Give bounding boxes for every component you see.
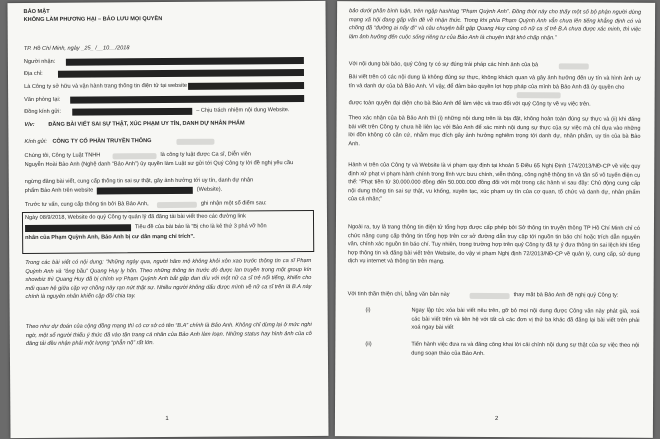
legal-violation-paragraph: Hành vi trên của Công ty và Website là vi phạm quy định tại khoản 5 Điều 65 Nghị Định 174/2013/NĐ-CP về việc quy định xử phạt vi phạm hành chính trong lĩnh vực bưu chính, viễn thông, công nghệ thông tin và tần số vô tuyến điện cụ thể: “Phạt tiền từ 30.000.000 đồng đến 50.000.000 đồng đối với một trong các hành vi sau đây: Chủ động cung cấp nội dung thông tin sai sự thật, vu khống, xuyên tạc, xúc phạm uy tín của cơ quan, tổ chức và danh dự, nhân phẩm của cá nhân;”: [348, 162, 641, 203]
content-note: Với nội dung bài báo, quý Công ty có sự đúng trái pháp các hình ảnh của bà: [348, 61, 539, 69]
address-label: Địa chỉ:: [23, 70, 43, 78]
cc-label: Đồng kính gửi:: [24, 108, 61, 116]
intro-line-4b: (Website).: [196, 186, 223, 193]
website-owner-line: Là Công ty sở hữu và vận hành trang thông tin điện tử tại website: [24, 82, 188, 91]
blurred-name: [559, 63, 589, 69]
redacted-block: [58, 69, 304, 78]
date-line: TP. Hồ Chí Minh, ngày _25_ /__10__/2018: [23, 45, 130, 53]
blurred-name: [517, 92, 561, 98]
redacted-block: [25, 224, 131, 232]
request-item-2: Tiến hành việc đưa ra và đăng công khai lời cải chính nội dung sự thật của sự việc theo nội dung soạn thảo của Bảo Anh.: [411, 341, 640, 357]
intro-line-1b: là công ty luật được Ca sĩ, Diễn viên: [160, 151, 252, 159]
confidential-heading: BẢO MẬT: [23, 8, 50, 16]
page-number: 1: [165, 415, 169, 423]
intro-line-4a: phẩm Bảo Anh trên website: [24, 187, 94, 194]
article-quote-continued: bảo dưới phần bình luận, trên ngập hashtag “Phạm Quỳnh Anh”. Đồng thời này cho thấy một số bộ phận người dùng mạng xã hội đang gấp vấn đề về nhận thức. Trong khi phía Phạm Quỳnh Anh vẫn chưa lên tiếng khẳng định có và chồng đã “đường ai nấy đi” và câu chuyện bắt gặp Quang Huy cùng cô nữ ca sĩ trẻ B.A chưa được xác minh, thì việc làm ảnh hưởng đến cuộc sống riêng tư của Bảo Anh là chuyện thật khó chấp nhận.”: [348, 8, 642, 42]
redacted-block: [70, 95, 304, 104]
redacted-block: [66, 57, 304, 66]
request-item-2-number: (ii): [365, 341, 372, 348]
additional-violation-paragraph: Ngoài ra, tuy là trang thông tin điện tử tổng hợp được cấp phép bởi Sở thông tin truyền thông TP Hồ Chí Minh chỉ có chức năng cung cấp thông tin tổng hợp trên cơ sở đường dẫn truy cập tới nguồn tin báo chí hoặc trích dẫn nguyên văn, chính xác nguồn tin báo chí. Tuy nhiên, trong trường hợp trên quý Công ty đã tự ý đưa thông tin sai lệch khi tổng hợp thông tin và đăng bài viết trên Website, do vậy vi phạm Nghị định 72/2013/NĐ-CP về quản lý, cung cấp, sử dụng dịch vụ internet và thông tin trên mạng.: [347, 224, 640, 266]
intro-line-3: ngừng đăng bài viết, cung cấp thông tin sai sự thật, gây ảnh hưởng tới uy tín, danh dự nhân: [24, 177, 254, 185]
article-box-line-3: nhân của Phạm Quỳnh Anh, Bảo Anh bị cư dân mạng chỉ trích”.: [25, 233, 195, 241]
attention-company: CÔNG TY CỔ PHẦN TRUYỀN THÔNG: [52, 138, 152, 145]
attention-label: Kính gửi:: [24, 138, 47, 146]
office-label: Văn phòng tại:: [24, 96, 61, 104]
redacted-block: [188, 82, 304, 90]
article-box-line-1: Ngày 08/9/2018, Website do quý Công ty quản lý đã đăng tải bài viết theo các đường link: [24, 213, 246, 221]
recipient-label: Người nhận:: [23, 58, 56, 66]
assessment-paragraph-b: được toàn quyền đại diện cho bà Bảo Anh để làm việc và trao đổi với quý Công ty về vụ việc trên.: [348, 100, 591, 108]
blurred-name: [470, 293, 510, 299]
findings-intro: Trước tư vấn, cung cấp thông tin bởi Bà Bảo Anh,: [24, 201, 149, 208]
page-number: 2: [494, 416, 499, 423]
request-item-1-number: (i): [365, 307, 371, 314]
intro-line-1a: Chúng tôi, Công ty Luật TNHH: [24, 152, 101, 159]
blurred-name: [176, 139, 214, 145]
responsibility-note: – Chịu trách nhiệm nội dung Website.: [196, 107, 290, 114]
article-quote-paragraph: Trong các bài viết có nội dung: “Những ngày qua, người hâm mộ không khỏi xôn xao trước thông tin ca sĩ Phạm Quỳnh Anh và “ông bầu” Quang Huy ly hôn. Theo những thông tin trước đó được lan truyền trong một group kín showbiz thì Quang Huy đã bị chính vợ Phạm Quỳnh Anh bắt gặp đan díu với một nữ ca sĩ trẻ nổi tiếng, khiến cho mối quan hệ giữa cặp vợ chồng này rạn nứt thật sự. Nhiều người không dấu được mình về nữ ca sĩ trên là B.A này chính là nguyên nhân khiến cặp đôi chia tay.: [25, 258, 312, 301]
redacted-block: [97, 187, 193, 195]
assessment-paragraph: Bài viết trên có các nội dung là không đúng sự thực, không khách quan và gây ảnh hưởng đến uy tín và hình ảnh uy tín và danh dự của bà Bảo Anh. Vì vậy, để đảm bảo quyền lợi hợp pháp của mình bà Bảo Anh đã ủy quyền cho: [348, 74, 641, 91]
confirmation-paragraph: Theo xác nhận của bà Bảo Anh thì (i) những nội dung trên là bịa đặt, không hoàn toàn đúng sự thực và (ii) khi đăng bài viết trên Công ty chưa hề liên lạc với Bảo Anh để xác minh nội dung sự thực của sự việc mà chỉ dựa vào những lời đồn không có căn cứ, nhằm mục đích gây ảnh hưởng nghiêm trọng tới danh dự, nhân phẩm, uy tín của bà Bảo Anh.: [348, 115, 641, 148]
subject-label: V/v:: [24, 121, 35, 129]
document-page-2: [335, 1, 655, 438]
document-page-1: [7, 1, 328, 438]
blurred-name: [157, 202, 197, 208]
article-box-line-2: Tiêu đề của bài báo là “Bị cho là kẻ thứ 3 phá vỡ hôn: [135, 223, 267, 231]
redacted-block: [72, 108, 192, 116]
subject-text: ĐĂNG BÀI VIẾT SAI SỰ THẬT, XÚC PHẠM UY TÍN, DANH DỰ NHÂN PHẨM: [48, 120, 245, 128]
request-intro-a: Với tinh thần thiện chí, bằng văn bản này: [347, 291, 450, 298]
intro-line-2: Nguyễn Hoài Bảo Anh (Nghệ danh “Bảo Anh”) ủy quyền làm Luật sư gửi tới Quý Công ty lời đề nghị yêu cầu: [24, 160, 294, 168]
article-quote-paragraph-2: Theo như dự đoán của cộng đồng mạng thì có cơ sở có tên “B.A” chính là Bảo Anh. Không chỉ dừng lại ở mức nghi ngờ, một số người thiếu ý thức đã vào tận trang cá nhân của Bảo Anh làm loạn. Những status hay hình ảnh của cô đăng tải đều nhận phải một lượng “phẫn nộ” rất lớn.: [25, 321, 312, 348]
request-intro-b: thay mặt bà Bảo Anh đề nghị quý Công ty:: [513, 292, 619, 299]
confidential-subheading: KHÔNG LÀM PHƯƠNG HẠI – BẢO LƯU MỌI QUYỀN: [23, 16, 163, 24]
findings-intro-b: ghi nhận một số điểm sau:: [200, 200, 267, 207]
blurred-name: [113, 153, 157, 159]
request-item-1: Ngay lập tức xóa bài viết nêu trên, gỡ bỏ mọi nội dung được Công văn này phát giả, xoá các bài viết trên và liên hệ với tất cả các đơn vị thứ ba khác đã đăng lại bài viết trên phải xoá ngay bài viết: [411, 307, 640, 331]
